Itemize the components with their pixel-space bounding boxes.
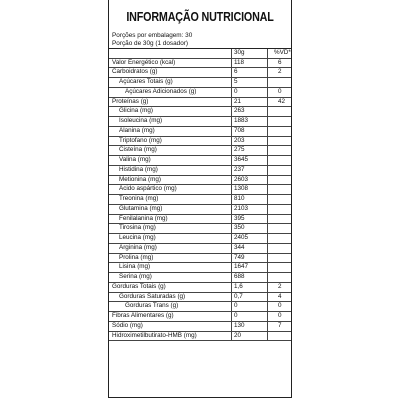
nutrient-dv (268, 243, 292, 253)
nutrient-dv: 4 (268, 292, 292, 302)
table-row (109, 136, 291, 146)
nutrient-label: Metionina (mg) (109, 175, 232, 185)
nutrition-facts-panel (108, 0, 292, 398)
nutrient-amount: 263 (232, 107, 268, 117)
nutrient-label: Valina (mg) (109, 156, 232, 166)
nutrient-amount: 237 (232, 165, 268, 175)
nutrient-amount: 395 (232, 214, 268, 224)
nutrient-label: Proteínas (g) (109, 97, 232, 107)
nutrient-label: Carboidratos (g) (109, 68, 232, 78)
table-row (109, 87, 291, 97)
nutrient-label: Histidina (mg) (109, 165, 232, 175)
nutrient-dv (268, 107, 292, 117)
header-label (109, 49, 232, 59)
nutrient-amount: 0 (232, 312, 268, 322)
nutrient-dv (268, 331, 292, 341)
nutrition-table (109, 48, 291, 341)
nutrient-label: Leucina (mg) (109, 234, 232, 244)
nutrient-label: Fenilalanina (mg) (109, 214, 232, 224)
nutrient-amount: 1883 (232, 117, 268, 127)
nutrient-amount: 20 (232, 331, 268, 341)
table-row (109, 243, 291, 253)
nutrient-dv (268, 117, 292, 127)
table-row (109, 195, 291, 205)
nutrient-dv (268, 78, 292, 88)
nutrient-dv: 2 (268, 68, 292, 78)
nutrient-label: Serina (mg) (109, 273, 232, 283)
nutrient-dv (268, 185, 292, 195)
nutrient-amount: 0 (232, 302, 268, 312)
nutrient-label: Açúcares Adicionados (g) (109, 87, 232, 97)
table-row (109, 253, 291, 263)
nutrient-amount: 344 (232, 243, 268, 253)
nutrient-dv (268, 156, 292, 166)
nutrient-amount: 21 (232, 97, 268, 107)
header-dv: %VD* (268, 49, 292, 59)
nutrient-dv (268, 224, 292, 234)
nutrient-dv: 0 (268, 87, 292, 97)
table-row (109, 156, 291, 166)
nutrient-dv (268, 146, 292, 156)
nutrient-dv (268, 204, 292, 214)
header-amount: 30g (232, 49, 268, 59)
nutrient-dv: 2 (268, 282, 292, 292)
nutrient-dv (268, 175, 292, 185)
table-row (109, 331, 291, 341)
table-row (109, 78, 291, 88)
table-row (109, 302, 291, 312)
table-row (109, 146, 291, 156)
nutrient-amount: 688 (232, 273, 268, 283)
nutrient-label: Gorduras Saturadas (g) (109, 292, 232, 302)
table-header-row (109, 49, 291, 59)
nutrient-label: Ácido aspártico (mg) (109, 185, 232, 195)
nutrient-label: Glutamina (mg) (109, 204, 232, 214)
nutrient-amount: 3645 (232, 156, 268, 166)
nutrition-title: INFORMAÇÃO NUTRICIONAL (126, 10, 274, 24)
nutrient-dv (268, 214, 292, 224)
nutrient-amount: 5 (232, 78, 268, 88)
nutrient-amount: 708 (232, 126, 268, 136)
nutrient-label: Prolina (mg) (109, 253, 232, 263)
nutrient-label: Treonina (mg) (109, 195, 232, 205)
table-row (109, 97, 291, 107)
nutrient-amount: 0,7 (232, 292, 268, 302)
nutrient-amount: 1,6 (232, 282, 268, 292)
nutrient-label: Tirosina (mg) (109, 224, 232, 234)
table-row (109, 165, 291, 175)
nutrient-amount: 2103 (232, 204, 268, 214)
nutrient-label: Cisteína (mg) (109, 146, 232, 156)
table-row (109, 185, 291, 195)
nutrient-label: Fibras Alimentares (g) (109, 312, 232, 322)
nutrient-amount: 0 (232, 87, 268, 97)
nutrient-dv (268, 126, 292, 136)
nutrient-label: Gorduras Trans (g) (109, 302, 232, 312)
table-row (109, 175, 291, 185)
table-row (109, 126, 291, 136)
nutrient-label: Hidroximetilbutirato-HMB (mg) (109, 331, 232, 341)
nutrient-amount: 749 (232, 253, 268, 263)
table-row (109, 214, 291, 224)
nutrient-label: Glicina (mg) (109, 107, 232, 117)
portions-per-package: Porções por embalagem: 30 (112, 32, 193, 39)
table-row (109, 312, 291, 322)
table-row (109, 263, 291, 273)
table-row (109, 117, 291, 127)
table-row (109, 107, 291, 117)
nutrient-amount: 350 (232, 224, 268, 234)
nutrient-label: Arginina (mg) (109, 243, 232, 253)
nutrient-label: Alanina (mg) (109, 126, 232, 136)
nutrient-amount: 118 (232, 58, 268, 68)
nutrient-dv (268, 273, 292, 283)
nutrient-amount: 203 (232, 136, 268, 146)
nutrient-dv (268, 136, 292, 146)
table-row (109, 68, 291, 78)
portion-size: Porção de 30g (1 dosador) (112, 39, 189, 47)
nutrient-label: Valor Energético (kcal) (109, 58, 232, 68)
table-row (109, 224, 291, 234)
table-row (109, 321, 291, 331)
table-row (109, 204, 291, 214)
nutrient-label: Isoleucina (mg) (109, 117, 232, 127)
nutrient-dv (268, 234, 292, 244)
table-row (109, 273, 291, 283)
nutrient-dv: 7 (268, 321, 292, 331)
nutrient-amount: 6 (232, 68, 268, 78)
nutrient-label: Sódio (mg) (109, 321, 232, 331)
nutrient-dv: 0 (268, 312, 292, 322)
nutrient-amount: 1308 (232, 185, 268, 195)
table-row (109, 234, 291, 244)
nutrient-amount: 130 (232, 321, 268, 331)
nutrient-dv: 6 (268, 58, 292, 68)
nutrient-dv (268, 195, 292, 205)
portion-info (109, 32, 291, 48)
nutrient-label: Açúcares Totais (g) (109, 78, 232, 88)
nutrient-dv (268, 253, 292, 263)
nutrient-dv (268, 165, 292, 175)
nutrient-amount: 275 (232, 146, 268, 156)
table-row (109, 58, 291, 68)
nutrient-amount: 1647 (232, 263, 268, 273)
nutrient-dv: 42 (268, 97, 292, 107)
nutrient-amount: 810 (232, 195, 268, 205)
nutrient-label: Lisina (mg) (109, 263, 232, 273)
nutrient-label: Gorduras Totais (g) (109, 282, 232, 292)
table-row (109, 292, 291, 302)
nutrient-amount: 2603 (232, 175, 268, 185)
nutrient-dv (268, 263, 292, 273)
table-row (109, 282, 291, 292)
nutrient-label: Triptofano (mg) (109, 136, 232, 146)
nutrient-amount: 2405 (232, 234, 268, 244)
nutrient-dv: 0 (268, 302, 292, 312)
